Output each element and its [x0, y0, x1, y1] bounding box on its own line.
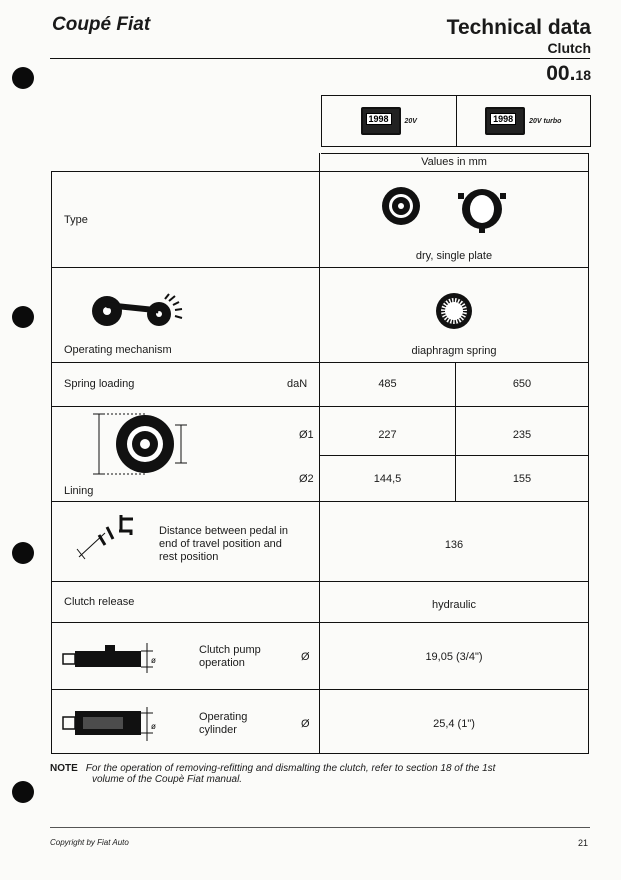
page-title: Technical data	[446, 16, 591, 39]
engine-icon	[485, 107, 525, 135]
spring-label: Spring loading	[64, 378, 135, 390]
table-border-left	[51, 171, 52, 754]
release-mechanism-icon	[89, 289, 189, 331]
section-number-sub: 18	[575, 67, 591, 83]
row-divider	[51, 581, 589, 582]
row-divider	[51, 501, 589, 502]
table-border-top-values	[321, 153, 589, 154]
engine-badge: 1998	[366, 113, 392, 125]
brand-name: Coupé Fiat	[52, 14, 151, 35]
type-value: dry, single plate	[415, 250, 493, 262]
page-subtitle: Clutch	[547, 40, 591, 56]
engine-icon	[361, 107, 401, 135]
spring-value-20v-turbo: 650	[512, 378, 532, 390]
mechanism-value: diaphragm spring	[411, 345, 497, 357]
release-label: Clutch release	[64, 596, 135, 608]
pedal-travel-icon	[73, 509, 139, 561]
table-border-right	[588, 153, 589, 754]
release-value: hydraulic	[431, 599, 477, 611]
diaphragm-spring-icon	[435, 292, 473, 330]
cylinder-diameter-symbol: Ø	[301, 718, 310, 730]
cylinder-label-line1: Operating	[199, 711, 248, 723]
pump-diameter-symbol: Ø	[301, 651, 310, 663]
table-border-bottom	[51, 753, 589, 754]
diameter-1-symbol: Ø1	[299, 429, 314, 441]
lining-diagram-icon	[89, 411, 209, 477]
engine-variant-20v	[322, 96, 456, 146]
spring-value-20v: 485	[378, 378, 397, 390]
row-divider	[51, 622, 589, 623]
engine-label: 20V turbo	[529, 117, 562, 125]
svg-text:ø: ø	[151, 656, 156, 665]
section-number	[546, 62, 591, 86]
row-divider	[51, 362, 589, 363]
engine-badge: 1998	[490, 113, 516, 125]
type-label: Type	[64, 214, 88, 226]
pedal-distance-line1: Distance between pedal in	[159, 525, 289, 537]
lining-d1-value-20v: 227	[378, 429, 397, 441]
header-rule	[50, 58, 590, 59]
pedal-distance-value: 136	[444, 539, 464, 551]
cylinder-label-line2: cylinder	[199, 724, 237, 736]
pedal-distance-line2: end of travel position and	[159, 538, 282, 550]
lining-d2-value-20v: 144,5	[373, 473, 402, 485]
column-divider	[319, 153, 320, 754]
row-divider	[51, 406, 589, 407]
pump-label-line1: Clutch pump	[199, 644, 261, 656]
row-divider	[51, 689, 589, 690]
values-header: Values in mm	[421, 156, 487, 168]
engine-variant-20v-turbo	[456, 96, 591, 146]
mechanism-label: Operating mechanism	[64, 344, 172, 356]
diameter-2-symbol: Ø2	[299, 473, 314, 485]
binder-hole	[12, 542, 34, 564]
section-number-main: 00.	[546, 62, 576, 85]
operating-cylinder-icon	[61, 705, 161, 743]
row-divider	[319, 455, 589, 456]
pedal-distance-line3: rest position	[159, 551, 219, 563]
footer-rule	[50, 827, 590, 828]
table-border-top	[51, 171, 589, 172]
lining-d1-value-20v-turbo: 235	[512, 429, 532, 441]
pump-label-line2: operation	[199, 657, 245, 669]
svg-text:ø: ø	[151, 722, 156, 731]
note	[50, 763, 495, 785]
note-line1: For the operation of removing-refitting and dismalting the clutch, refer to section 18 of the 1st	[85, 763, 496, 774]
lining-d2-value-20v-turbo: 155	[512, 473, 532, 485]
row-divider	[51, 267, 589, 268]
clutch-disc-icon	[381, 186, 421, 226]
binder-hole	[12, 781, 34, 803]
copyright: Copyright by Fiat Auto	[50, 838, 129, 847]
engine-label: 20V	[404, 117, 417, 125]
pump-value: 19,05 (3/4")	[425, 651, 483, 663]
binder-hole	[12, 67, 34, 89]
lining-label: Lining	[64, 485, 94, 497]
note-line2: volume of the Coupè Fiat manual.	[92, 774, 243, 785]
page-number: 21	[577, 838, 588, 848]
clutch-pump-icon	[61, 641, 161, 675]
note-label: NOTE	[50, 763, 78, 774]
clutch-data-table	[51, 153, 589, 754]
engine-variants	[321, 95, 591, 147]
binder-hole	[12, 306, 34, 328]
spring-unit: daN	[287, 378, 308, 390]
cylinder-value: 25,4 (1")	[433, 718, 475, 730]
pressure-plate-icon	[458, 183, 506, 233]
